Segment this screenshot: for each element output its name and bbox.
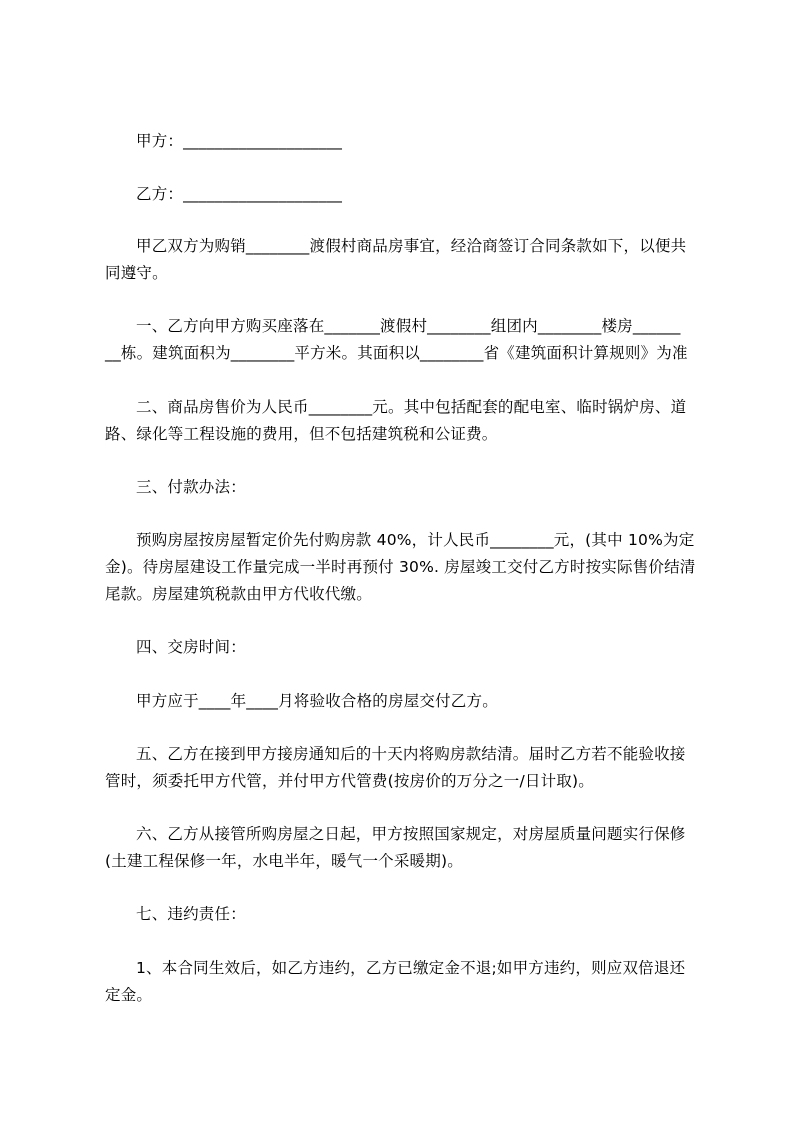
clause3-body-line-2: 金)。待房屋建设工作量完成一半时再预付 30%. 房屋竣工交付乙方时按实际售价结清 (105, 558, 696, 576)
clause6-line-2: (土建工程保修一年，水电半年，暖气一个采暖期)。 (105, 852, 463, 870)
clause5-line-1: 五、乙方在接到甲方接房通知后的十天内将购房款结清。届时乙方若不能验收接 (136, 745, 686, 763)
intro-line-1: 甲乙双方为购销________渡假村商品房事宜，经洽商签订合同条款如下，以便共 (136, 237, 687, 255)
clause4-heading: 四、交房时间： (136, 638, 246, 656)
clause3-heading: 三、付款办法： (136, 478, 246, 496)
clause4-body: 甲方应于____年____月将验收合格的房屋交付乙方。 (136, 692, 498, 710)
clause7-item1-line-2: 定金。 (105, 986, 153, 1004)
clause6-line-1: 六、乙方从接管所购房屋之日起，甲方按照国家规定，对房屋质量问题实行保修 (136, 825, 686, 843)
intro-line-2: 同遵守。 (105, 264, 168, 282)
clause2-line-2: 路、绿化等工程设施的费用，但不包括建筑税和公证费。 (105, 425, 498, 443)
party-a-line: 甲方：____________________ (136, 132, 343, 150)
clause7-heading: 七、违约责任： (136, 905, 246, 923)
clause3-body-line-1: 预购房屋按房屋暂定价先付购房款 40%，计人民币________元，(其中 10%为定 (136, 531, 695, 549)
clause5-line-2: 管时，须委托甲方代管，并付甲方代管费(按房价的万分之一/日计取)。 (105, 772, 594, 790)
party-b-line: 乙方：____________________ (136, 185, 343, 203)
clause2-line-1: 二、商品房售价为人民币________元。其中包括配套的配电室、临时锅炉房、道 (136, 398, 687, 416)
clause1-line-1: 一、乙方向甲方购买座落在_______渡假村________组团内________楼房______ (136, 317, 681, 335)
clause7-item1-line-1: 1、本合同生效后，如乙方违约，乙方已缴定金不退;如甲方违约，则应双倍退还 (136, 959, 686, 977)
clause1-line-2: __栋。建筑面积为________平方米。其面积以________省《建筑面积计算规则》为准 (105, 344, 688, 362)
clause3-body-line-3: 尾款。房屋建筑税款由甲方代收代缴。 (105, 585, 372, 603)
